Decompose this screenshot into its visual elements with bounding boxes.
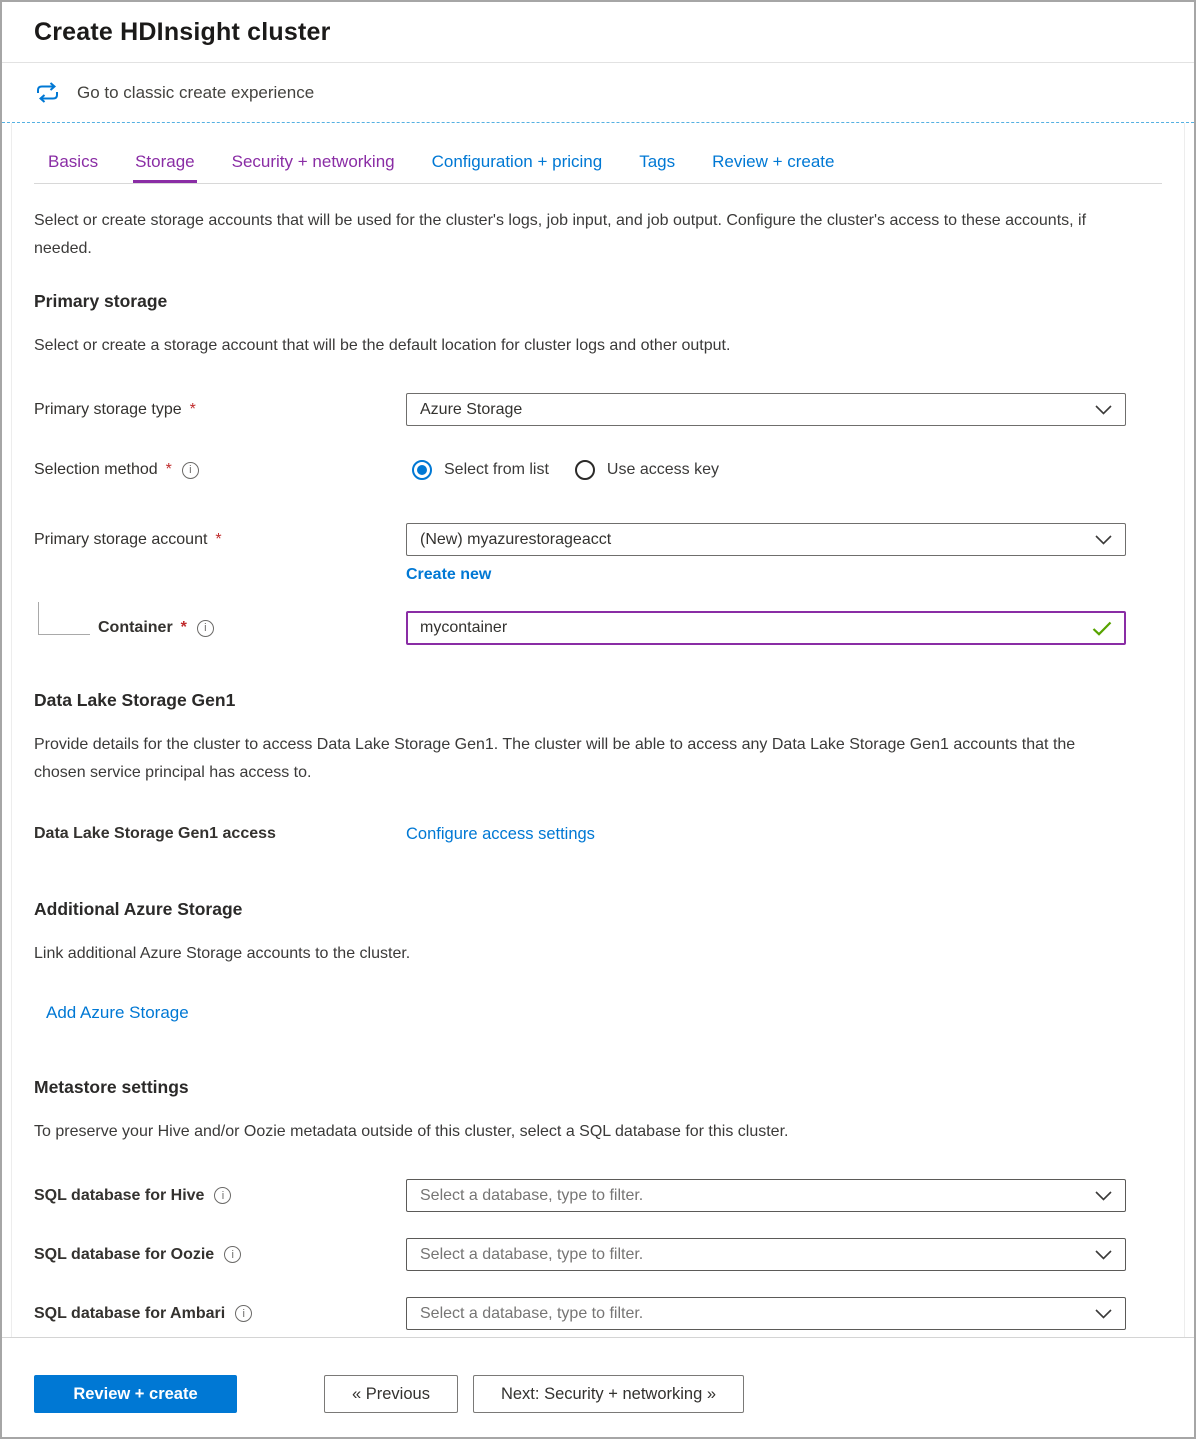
data-lake-access-row (34, 825, 1162, 844)
create-new-link[interactable]: Create new (406, 566, 492, 583)
metastore-description: To preserve your Hive and/or Oozie metadata outside of this cluster, select a SQL database for this cluster. (34, 1123, 789, 1140)
required-asterisk: * (189, 400, 196, 418)
required-asterisk: * (180, 619, 187, 636)
container-row (34, 611, 1162, 645)
chevron-down-icon (1095, 535, 1112, 545)
primary-storage-description: Select or create a storage account that will be the default location for cluster logs and other output. (34, 337, 731, 354)
selection-method-radio-group (406, 460, 1126, 480)
data-lake-heading: Data Lake Storage Gen1 (34, 690, 236, 710)
wizard-footer (2, 1337, 1194, 1413)
sql-oozie-row (34, 1238, 1162, 1271)
info-icon[interactable]: i (197, 620, 214, 637)
radio-select-from-list[interactable]: Select from list (412, 460, 549, 480)
add-azure-storage-link[interactable]: Add Azure Storage (46, 1003, 189, 1022)
sql-oozie-label: SQL database for Oozie i (34, 1246, 406, 1264)
sql-ambari-row (34, 1297, 1162, 1330)
primary-storage-type-row (34, 393, 1162, 426)
selection-method-row (34, 456, 1162, 484)
chevron-down-icon (1095, 1250, 1112, 1260)
tab-basics[interactable]: Basics (48, 152, 99, 171)
info-icon[interactable]: i (182, 462, 199, 479)
radio-use-access-key[interactable]: Use access key (575, 460, 719, 480)
primary-storage-account-row (34, 523, 1162, 556)
storage-intro-text: Select or create storage accounts that will be used for the cluster's logs, job input, and job output. Configure the cluster's access to these accounts, if needed. (34, 212, 1087, 257)
tab-storage[interactable]: Storage (133, 152, 197, 183)
radio-unselected-icon (575, 460, 595, 480)
tab-configuration-pricing[interactable]: Configuration + pricing (431, 152, 603, 171)
sql-ambari-placeholder: Select a database, type to filter. (420, 1304, 644, 1322)
sql-hive-label: SQL database for Hive i (34, 1187, 406, 1205)
next-security-networking-button[interactable]: Next: Security + networking » (473, 1375, 744, 1413)
primary-storage-account-label: Primary storage account * (34, 530, 222, 548)
selection-method-label: Selection method * i (34, 461, 406, 479)
data-lake-description: Provide details for the cluster to access Data Lake Storage Gen1. The cluster will be able to access any Data Lake Storage Gen1 accounts that the chosen service principal has access to. (34, 736, 1076, 781)
configure-access-settings-link[interactable]: Configure access settings (406, 825, 595, 843)
primary-storage-type-label: Primary storage type * (34, 400, 196, 418)
info-icon[interactable]: i (214, 1187, 231, 1204)
tab-security-networking[interactable]: Security + networking (231, 152, 395, 171)
nesting-connector-line (38, 602, 90, 635)
primary-storage-heading: Primary storage (34, 291, 168, 311)
required-asterisk: * (165, 461, 172, 478)
review-create-button[interactable]: Review + create (34, 1375, 237, 1413)
storage-tab-panel (11, 123, 1185, 1337)
sql-hive-row (34, 1179, 1162, 1212)
chevron-down-icon (1095, 405, 1112, 415)
classic-experience-link[interactable]: Go to classic create experience (77, 82, 315, 102)
chevron-down-icon (1095, 1309, 1112, 1319)
previous-button[interactable]: « Previous (324, 1375, 458, 1413)
sql-oozie-dropdown[interactable] (406, 1238, 1126, 1271)
chevron-down-icon (1095, 1191, 1112, 1201)
sql-ambari-label: SQL database for Ambari i (34, 1305, 406, 1323)
swap-arrows-icon (34, 82, 61, 103)
primary-storage-type-value: Azure Storage (420, 400, 523, 418)
container-input-wrapper (406, 611, 1126, 645)
radio-selected-icon (412, 460, 432, 480)
additional-storage-description: Link additional Azure Storage accounts to the cluster. (34, 945, 411, 962)
page-header (2, 2, 1194, 62)
classic-experience-row[interactable] (2, 62, 1194, 123)
sql-hive-placeholder: Select a database, type to filter. (420, 1186, 644, 1204)
tab-review-create[interactable]: Review + create (712, 152, 835, 171)
primary-storage-account-value: (New) myazurestorageacct (420, 530, 612, 548)
primary-storage-type-dropdown[interactable] (406, 393, 1126, 426)
sql-hive-dropdown[interactable] (406, 1179, 1126, 1212)
valid-checkmark-icon (1092, 621, 1112, 636)
data-lake-access-label: Data Lake Storage Gen1 access (34, 825, 276, 842)
page-title: Create HDInsight cluster (34, 18, 331, 46)
tab-tags[interactable]: Tags (639, 152, 676, 171)
required-asterisk: * (215, 530, 222, 548)
sql-ambari-dropdown[interactable] (406, 1297, 1126, 1330)
container-label: Container * i (34, 619, 406, 637)
tab-bar (34, 123, 1162, 184)
additional-storage-heading: Additional Azure Storage (34, 899, 243, 919)
sql-oozie-placeholder: Select a database, type to filter. (420, 1245, 644, 1263)
metastore-heading: Metastore settings (34, 1077, 189, 1097)
info-icon[interactable]: i (224, 1246, 241, 1263)
container-input[interactable] (420, 619, 1092, 637)
primary-storage-account-dropdown[interactable] (406, 523, 1126, 556)
info-icon[interactable]: i (235, 1305, 252, 1322)
